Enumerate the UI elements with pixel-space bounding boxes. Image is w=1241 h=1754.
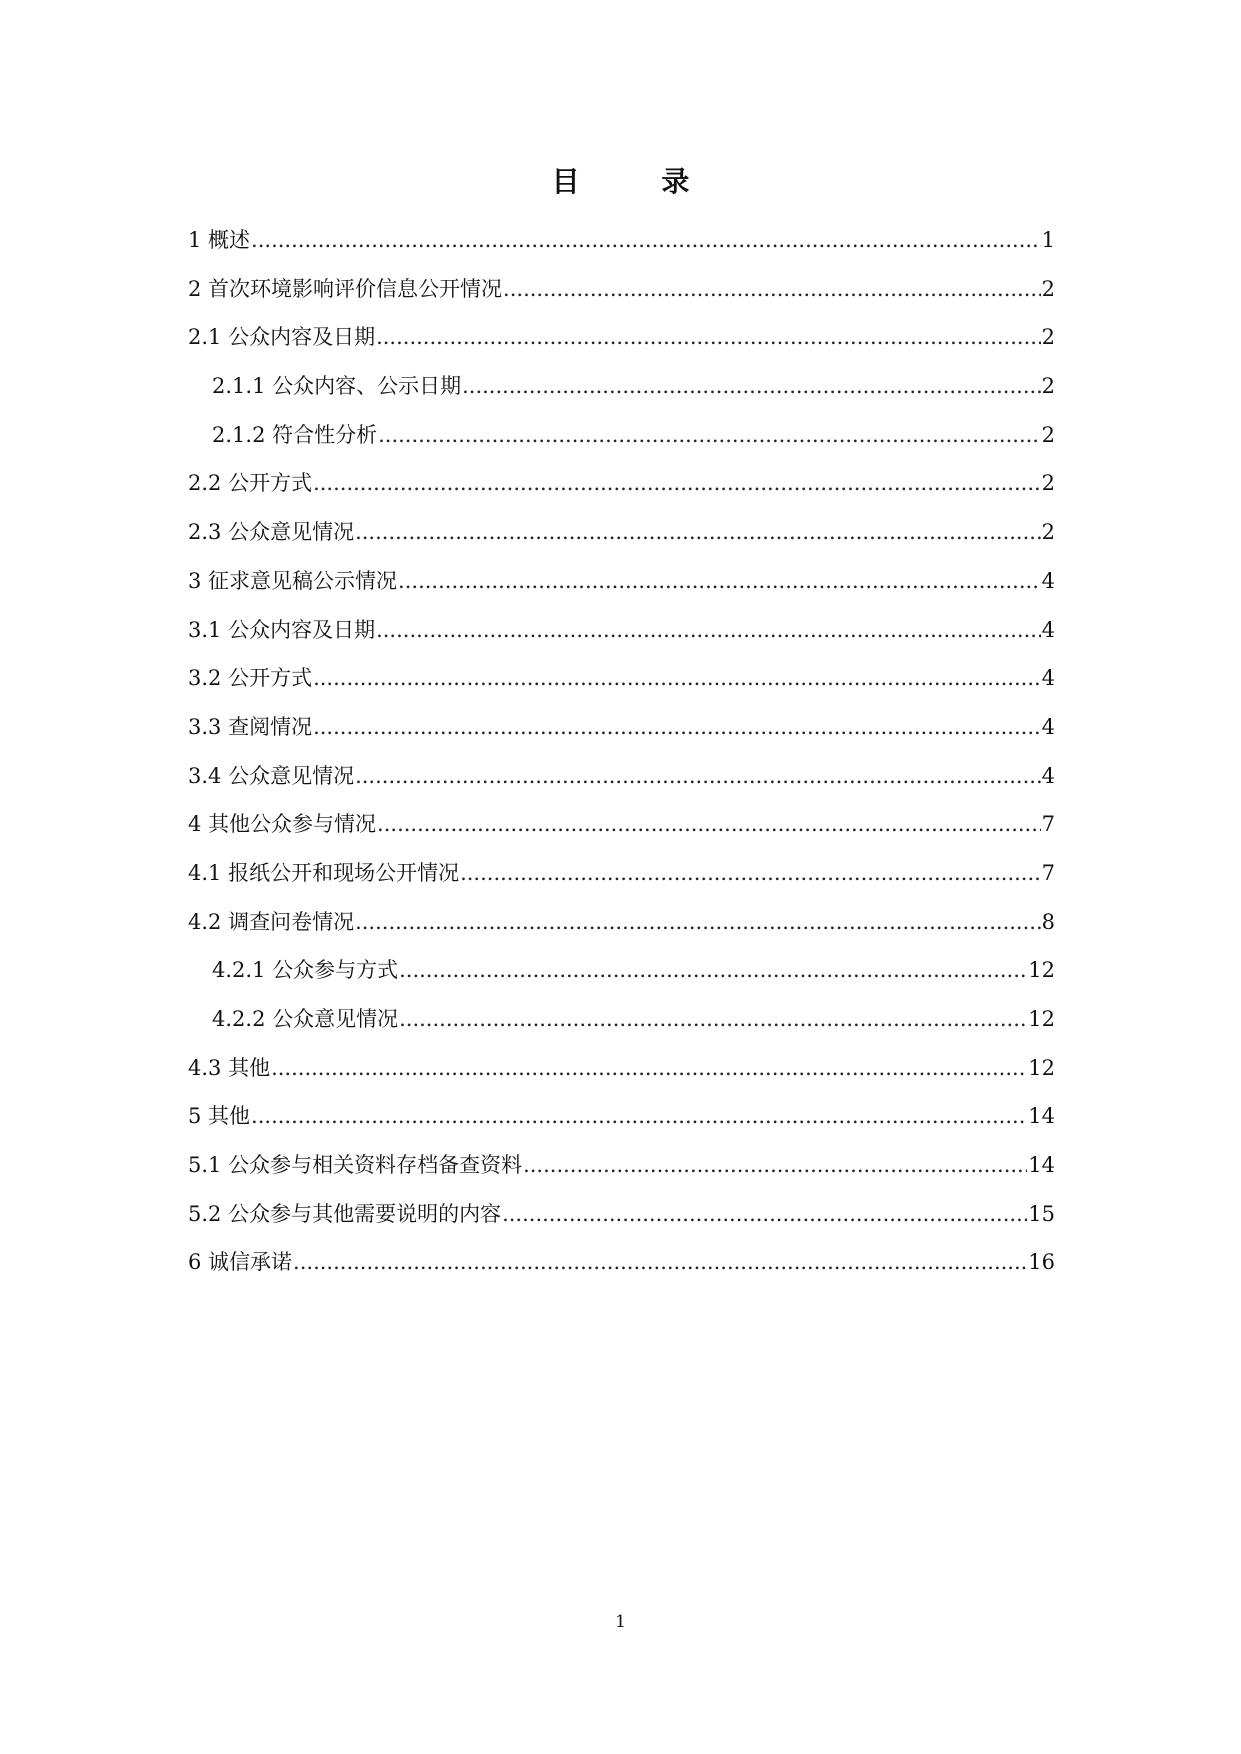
toc-entry-label: 3.1 公众内容及日期 [188, 617, 376, 642]
toc-dot-leader [502, 1190, 1027, 1239]
toc-entry-page-number: 16 [1028, 1250, 1055, 1275]
toc-entry-label: 2.3 公众意见情况 [188, 520, 355, 545]
toc-entry-page-number: 12 [1028, 1055, 1055, 1080]
toc-entry-page-number: 7 [1041, 812, 1055, 837]
toc-entry-page-number: 4 [1041, 666, 1055, 691]
toc-entry[interactable] [188, 411, 1055, 460]
toc-entry[interactable] [188, 898, 1055, 947]
toc-entry[interactable] [188, 995, 1055, 1044]
toc-entry-label: 5.1 公众参与相关资料存档备查资料 [188, 1153, 523, 1178]
toc-dot-leader [399, 946, 1027, 995]
toc-entry-page-number: 2 [1041, 422, 1055, 447]
toc-dot-leader [355, 508, 1041, 557]
toc-entry-page-number: 1 [1041, 228, 1055, 252]
toc-entry-page-number: 15 [1028, 1201, 1055, 1226]
toc-entry-label: 2.1.2 符合性分析 [212, 422, 378, 447]
toc-dot-leader [376, 313, 1041, 362]
toc-dot-leader [313, 703, 1041, 752]
toc-entry-page-number: 12 [1028, 958, 1055, 983]
toc-entry[interactable] [188, 362, 1055, 411]
toc-dot-leader [503, 265, 1041, 314]
toc-entry-label: 4.1 报纸公开和现场公开情况 [188, 860, 460, 885]
toc-entry-label: 2.1.1 公众内容、公示日期 [212, 374, 462, 399]
toc-entry[interactable] [188, 654, 1055, 703]
toc-entry-label: 4.2.2 公众意见情况 [212, 1007, 399, 1031]
toc-entry[interactable] [188, 703, 1055, 752]
toc-entry-page-number: 14 [1028, 1104, 1055, 1129]
toc-dot-leader [460, 849, 1041, 898]
toc-dot-leader [462, 362, 1041, 411]
toc-entry-page-number: 2 [1041, 276, 1055, 301]
toc-entry[interactable] [188, 216, 1055, 265]
toc-entry-page-number: 4 [1041, 617, 1055, 642]
toc-dot-leader [251, 1092, 1027, 1141]
toc-dot-leader [377, 800, 1041, 849]
toc-entry-label: 5.2 公众参与其他需要说明的内容 [188, 1201, 502, 1226]
table-of-contents [188, 216, 1055, 1287]
toc-entry-label: 6 诚信承诺 [188, 1250, 293, 1275]
toc-entry-label: 2.2 公开方式 [188, 471, 313, 496]
toc-entry[interactable] [188, 557, 1055, 606]
toc-entry-page-number: 12 [1028, 1007, 1055, 1031]
toc-entry-page-number: 8 [1041, 909, 1055, 934]
toc-entry-page-number: 4 [1041, 568, 1055, 593]
toc-entry-label: 5 其他 [188, 1104, 251, 1129]
toc-entry[interactable] [188, 946, 1055, 995]
toc-entry[interactable] [188, 1092, 1055, 1141]
toc-entry[interactable] [188, 752, 1055, 801]
toc-entry-label: 4.2 调查问卷情况 [188, 909, 355, 934]
toc-dot-leader [523, 1141, 1027, 1190]
toc-entry[interactable] [188, 606, 1055, 655]
toc-entry[interactable] [188, 1044, 1055, 1093]
toc-entry-label: 3.2 公开方式 [188, 666, 313, 691]
toc-entry-page-number: 4 [1041, 714, 1055, 739]
toc-entry-page-number: 7 [1041, 860, 1055, 885]
toc-entry[interactable] [188, 1141, 1055, 1190]
toc-entry-page-number: 4 [1041, 763, 1055, 788]
toc-entry-label: 4.2.1 公众参与方式 [212, 958, 399, 983]
toc-entry-label: 2 首次环境影响评价信息公开情况 [188, 276, 503, 301]
toc-dot-leader [313, 654, 1041, 703]
toc-entry-label: 3.4 公众意见情况 [188, 763, 355, 788]
toc-entry[interactable] [188, 508, 1055, 557]
toc-entry-label: 4.3 其他 [188, 1055, 271, 1080]
toc-entry[interactable] [188, 459, 1055, 508]
toc-entry-page-number: 2 [1041, 325, 1055, 350]
toc-dot-leader [378, 411, 1041, 460]
toc-dot-leader [293, 1238, 1027, 1287]
toc-entry-page-number: 2 [1041, 520, 1055, 545]
toc-entry-page-number: 2 [1041, 471, 1055, 496]
toc-dot-leader [271, 1044, 1027, 1093]
toc-entry[interactable] [188, 1190, 1055, 1239]
toc-dot-leader [251, 216, 1041, 265]
toc-entry-page-number: 2 [1041, 374, 1055, 399]
toc-entry[interactable] [188, 313, 1055, 362]
toc-entry-label: 1 概述 [188, 228, 251, 252]
toc-entry[interactable] [188, 265, 1055, 314]
toc-dot-leader [376, 606, 1041, 655]
footer-page-number: 1 [615, 1612, 626, 1632]
toc-entry[interactable] [188, 800, 1055, 849]
toc-entry-label: 4 其他公众参与情况 [188, 812, 377, 837]
page-title: 目 录 [551, 165, 726, 198]
toc-dot-leader [398, 557, 1041, 606]
toc-dot-leader [355, 898, 1041, 947]
toc-dot-leader [399, 995, 1027, 1044]
toc-entry[interactable] [188, 1238, 1055, 1287]
toc-entry-page-number: 14 [1028, 1153, 1055, 1178]
toc-dot-leader [355, 752, 1041, 801]
toc-entry-label: 3 征求意见稿公示情况 [188, 568, 398, 593]
toc-entry-label: 2.1 公众内容及日期 [188, 325, 376, 350]
toc-entry[interactable] [188, 849, 1055, 898]
toc-dot-leader [313, 459, 1041, 508]
toc-entry-label: 3.3 查阅情况 [188, 714, 313, 739]
